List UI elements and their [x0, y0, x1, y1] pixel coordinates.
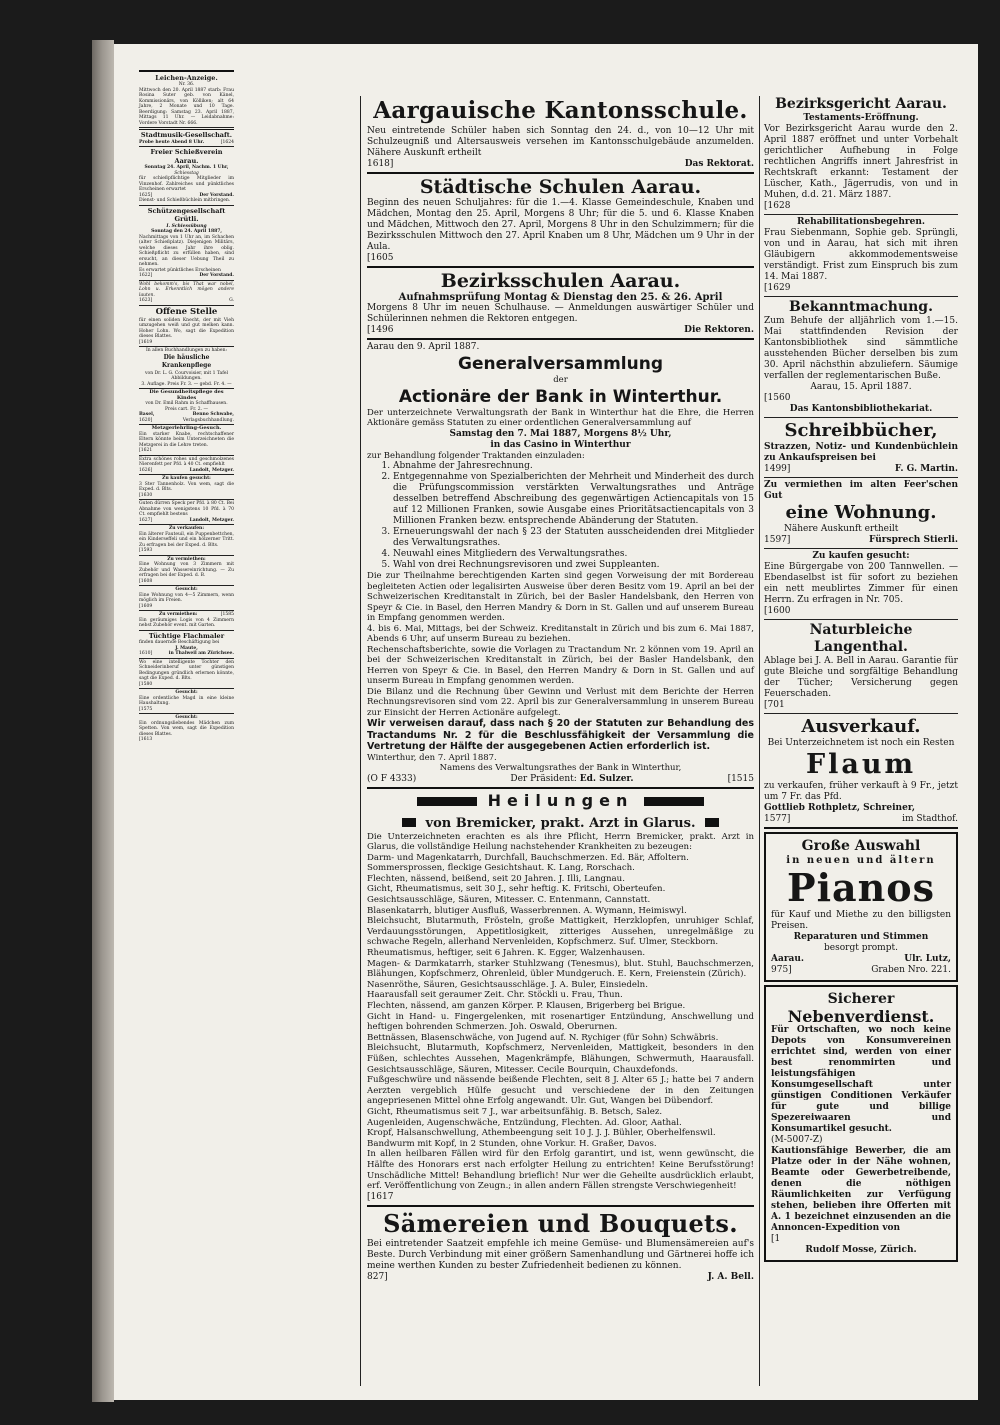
bekanntmachung-ref: [1560: [764, 393, 791, 403]
gesundheitspflege-place: Basel,: [139, 412, 155, 417]
schiessverein-ad: [139, 148, 234, 206]
pianos-address: Graben Nro. 221.: [871, 965, 951, 975]
schreibbuecher-ref: 1499]: [764, 464, 791, 474]
kantonsschule-ad: [367, 96, 754, 174]
verkaufen-ad: [139, 526, 234, 556]
bank-paragraph-collection: 4. bis 6. Mai, Mittags, bei der Schweiz. Kreditanstalt in Zürich und bis zum 6. Mai 1887, Abends 6 Uhr, auf unserm Bureau zu beziehen.: [367, 623, 754, 644]
pianos-ref: 975]: [771, 965, 792, 975]
death-notice: [139, 70, 234, 128]
column-rule-right: [759, 96, 760, 1386]
pianos-line-2: in neuen und ältern: [786, 855, 936, 866]
buergergabe-title: Zu kaufen gesucht:: [812, 551, 910, 561]
staedtische-schulen-ad: [367, 176, 754, 268]
bank-paragraph-reports: Rechenschaftsberichte, sowie die Vorlagen zu Tractandum Nr. 2 können vom 19. April an bei der Schweizerischen Kreditanstalt in Zürich, bei der Basler Handelsbank, den Herren von Speyr & Cie. in Basel, den Herren Mandry & Dorn in St. Gallen und auf unserm Bureau in Empfang genommen werden.: [367, 644, 754, 686]
gesundheitspflege-title: Die Gesundheitspflege des Kindes: [149, 389, 224, 401]
tannenholz-title: Zu kaufen gesucht:: [162, 476, 211, 481]
wohl-ref: 1623]: [139, 298, 153, 303]
verkaufen-title: Zu verkaufen:: [168, 526, 204, 531]
pianos-line-1: Große Auswahl: [801, 838, 921, 854]
staedtische-schulen-body: Beginn des neuen Schuljahres: für die 1.—4. Klasse Gemeindeschule, Knaben und Mädchen, Montag den 25. April, Morgens 8 Uhr; für die 5. und 6. Klasse Knaben und Mädchen, Mittwoch den 27. April, Morgens 8 Uhr in den Schulzimmern; für die Bezirksschulen Mittwoch den 27. April Knaben um 8 Uhr, Mädchen um 9 Uhr in der Aula.: [367, 198, 754, 252]
saemereien-body: Bei eintretender Saatzeit empfehle ich meine Gemüse- und Blumensämereien auf's Beste. Durch Verbindung mit einer größern Samenhandlung und Gärtnerei hoffe ich meine werthen Kunden zu bester Zufriedenheit bedienen zu können.: [367, 1238, 754, 1271]
decorative-black-bar: [705, 818, 719, 827]
stadtmusik-title: Stadtmusik-Gesellschaft.: [140, 131, 233, 139]
tannenholz-ref: [1630: [139, 492, 153, 498]
schiessverein-event: Schiesstag: [174, 170, 199, 176]
middle-column: [367, 96, 754, 1386]
pianos-place: Aarau.: [771, 954, 805, 964]
heilungen-entry: Kropf, Halsanschwellung, Athembeengung seit 10 J. J. J. Bühler, Oberhelfenswil.: [367, 1128, 716, 1139]
gesucht-wohnung-title: Gesucht:: [175, 587, 198, 592]
bekanntmachung-title: Bekanntmachung.: [789, 299, 933, 315]
gruetli-ad: [139, 207, 234, 281]
flachmaler-name: J. Maute,: [175, 645, 198, 651]
column-rule-left: [360, 96, 361, 1386]
ausverkauf-name: Gottlieb Rothpletz, Schreiner,: [764, 803, 916, 813]
speck-ad: [139, 501, 234, 525]
buergergabe-ad: [764, 551, 958, 620]
bezirksschulen-body: Morgens 8 Uhr im neuen Schulhause. — Anmeldungen auswärtiger Schüler und Schülerinnen nehmen die Rektoren entgegen.: [367, 303, 754, 324]
staedtische-schulen-ref: [1605: [367, 253, 394, 263]
krankenpflege-price: 3. Auflage. Preis Fr. 3. — gebd. Fr. 4. —: [141, 381, 232, 387]
nebenverdienst-ref: [1: [771, 1234, 781, 1244]
wohl-body: Wohl bekomm's, bis That war nobel, Lohn u. Erkenntlich mögen andere lauten.: [139, 281, 234, 298]
wohnung-ad: [764, 480, 958, 549]
flachmaler-body: finden dauernde Beschäftigung bei: [139, 640, 220, 645]
rehabilitation-body: Frau Siebenmann, Sophie geb. Sprüngli, von und in Aarau, hat sich mit ihren Gläubigern akkommodementsweise verständigt. Frist zum Einspruch bis zum 14. Mai 1887.: [764, 228, 958, 282]
heilungen-entry: Flechten, nässend, beißend, seit 20 Jahren. J. Illi, Langnau.: [367, 873, 625, 884]
bank-agenda-item: 1. Abnahme der Jahresrechnung.: [393, 461, 754, 472]
gesundheitspflege-publisher: Benno Schwabe,: [192, 412, 234, 417]
speck-body: Guten dürren Speck per Pfd. à 80 Ct. Bei Abnahme von wenigstens 10 Pfd. à 70 Ct. empfiehlt bestens: [139, 501, 234, 517]
book-binding-edge: [92, 40, 114, 1402]
vermiethen-ad-1: [139, 557, 234, 587]
nebenverdienst-code: (M-5007-Z): [771, 1135, 823, 1145]
heilungen-entry: In allen heilbaren Fällen wird für den Erfolg garantirt, und ist, wenn gewünscht, die Hälfte des Honorars erst nach erfolgter Heilung zu entrichten! Keine Berufsstörung! Unschädliche Mittel! Behandlung brieflich! Nur wer die Geheilte ausdrücklich erlaubt, erf. Veröffentlichung von Zeugn.; in allen andern Fällen strengste Verschwiegenheit!: [367, 1149, 754, 1192]
kantonsschule-signature: Das Rektorat.: [684, 159, 754, 169]
krankenpflege-title: Die häusliche Krankenpflege: [161, 353, 212, 369]
bezirksschulen-exam-date: Aufnahmsprüfung Montag & Dienstag den 25. & 26. April: [398, 292, 723, 303]
decorative-black-bar: [644, 797, 704, 806]
nebenverdienst-title-2: Nebenverdienst.: [787, 1007, 935, 1026]
gesundheitspflege-author: von Dr. Emil Rahm in Schaffhausen.: [145, 401, 228, 406]
gesundheitspflege-publisher-type: Verlagsbuchhandlung.: [182, 417, 234, 423]
gruetli-date: Sonntag den 24. April 1887,: [151, 229, 222, 234]
naturbleiche-title: Naturbleiche Langenthal.: [809, 622, 913, 655]
ausverkauf-ad: [764, 716, 958, 829]
krankenpflege-body: von Dr. L. G. Courvoisier, mit 1 Tafel Abbildungen.: [144, 370, 228, 381]
bank-winterthur-ad: [367, 342, 754, 789]
saemereien-signature: J. A. Bell.: [707, 1271, 754, 1282]
maedchen-title: Gesucht:: [175, 715, 198, 720]
heilungen-entry: Nasenröthe, Säuren, Gesichtsausschläge. J. A. Buler, Einsiedeln.: [367, 979, 648, 990]
bezirksschulen-title: Bezirksschulen Aarau.: [440, 270, 681, 292]
bank-paragraph-quorum: Wir verweisen darauf, dass nach § 20 der Statuten zur Behandlung des Tractandums Nr. 2 für die Beschlussfähigkeit der Versammlung die Vertretung der Hälfte der ausgegebenen Actien erforderlich ist.: [367, 718, 754, 752]
wohnung-title: eine Wohnung.: [785, 502, 937, 523]
newspaper-page: [114, 44, 978, 1400]
schneiderin-ref: [1580: [139, 681, 153, 687]
heilungen-entry: Sommersprossen, fleckige Gesichtshaut. K. Lang, Rorschach.: [367, 863, 635, 874]
heilungen-ad: [367, 791, 754, 1207]
heilungen-entry: Augenleiden, Augenschwäche, Entzündung, Flechten. Ad. Gloor, Aathal.: [367, 1117, 682, 1128]
bank-signature: Ed. Sulzer.: [579, 773, 634, 784]
ausverkauf-title: Ausverkauf.: [801, 716, 921, 737]
schiessverein-signature: Der Vorstand.: [199, 192, 234, 198]
metzger-body: Ein starker Knabe, rechtschaffener Eltern könnte beim Unterzeichneten die Metzgerei in die Lehre treten.: [139, 431, 234, 448]
bank-on-behalf: Namens des Verwaltungsrathes der Bank in Winterthur,: [439, 763, 682, 773]
buergergabe-body: Eine Bürgergabe von 200 Tannwellen. — Ebendaselbst ist für sofort zu beziehen ein nett meublirtes Zimmer für einen Herrn. Zu erfragen in Nr. 705.: [764, 562, 958, 605]
magd-body: Eine ordentliche Magd in eine kleine Haushaltung.: [139, 695, 234, 706]
heilungen-entry: Gesichtsausschläge, Säuren, Mitesser. C. Entenmann, Cannstatt.: [367, 895, 651, 906]
saemereien-ad: [367, 1209, 754, 1285]
heilungen-entry: Gicht in Hand- u. Fingergelenken, mit rosenartiger Entzündung, Anschwellung und heftigen bohrenden Schmerzen. Joh. Oswald, Oberurnen.: [367, 1011, 754, 1033]
bank-agenda-item: 4. Neuwahl eines Mitgliedern des Verwaltungsrathes.: [393, 549, 754, 560]
stadtmusik-ad: [139, 129, 234, 147]
verkaufen-ref: [1593: [139, 548, 153, 553]
heilungen-entries: [367, 853, 754, 1192]
kantonsschule-ref: 1618]: [367, 159, 394, 169]
pianos-name: Ulr. Lutz,: [904, 954, 951, 964]
bank-title-1: Generalversammlung: [457, 354, 663, 374]
ausverkauf-flaum: Flaum: [805, 749, 917, 780]
ausverkauf-body: Bei Unterzeichnetem ist noch ein Resten: [767, 738, 955, 748]
gesundheitspflege-price: Preis cart. Fr. 2. —: [165, 406, 208, 412]
heilungen-entry: Magen- & Darmkatarrh, starker Stuhlzwang (Tenesmus), blut. Stuhl, Bauchschmerzen, Blähungen, Kopfschmerz, Ohrenleid, übler Mundgeruch. E. Kern, Freienstein (Zürich).: [367, 958, 754, 980]
flachmaler-ad: [139, 632, 234, 659]
bank-agenda-intro: zur Behandlung folgender Traktanden einzuladen:: [367, 450, 585, 461]
ausverkauf-ref: 1577]: [764, 814, 791, 824]
bank-agenda-item: 2. Entgegennahme von Spezialberichten der Mehrheit und Minderheit des durch die Prüfungscommission verstärkten Verwaltungsrathes und Anträge desselben betreffend Abschreibung des gegenwärtigen Actiencapitals von 15 auf 12 Millionen Franken, sowie Ausgabe eines Prioritätsactiencapitals von 3 Millionen Franken bezw. entsprechende Abänderung der Statuten.: [393, 472, 754, 527]
metzger-ref: [1621: [139, 448, 153, 453]
offene-stelle-ref: [1619: [139, 339, 153, 345]
vermiethen-2-body: Ein geräumiges Logis von 4 Zimmern nebst Zubehör event. mit Garten.: [139, 617, 234, 628]
vermiethen-ad-2: [139, 612, 234, 631]
flachmaler-ref: 1610]: [139, 651, 153, 656]
heilungen-entry: Bleichsucht, Blutarmuth, Frösteln, große Mattigkeit, Herzklopfen, unruhiger Schlaf, Verdauungsstörungen, Appetitlosigkeit, zitteriges Aussehen, unregelmäßige zu schwache Regeln, allerhand Nervenleiden, Kopfschmerz. Suf. Ulmer, Steckborn.: [367, 916, 754, 948]
offene-stelle-body: für einen soliden Knecht, der mit Vieh umzugehen weiß und gut melken kann. Hoher Lohn. Wo, sagt die Expedition dieses Blattes.: [139, 317, 234, 339]
speck-signature: Landolt, Metzger.: [189, 517, 234, 523]
gesucht-wohnung-body: Eine Wohnung von 4—5 Zimmern, wenn möglich im Freien.: [139, 592, 234, 603]
vermiethen-2-ref: [1585: [220, 612, 234, 617]
vermiethen-2-title: Zu vermiethen:: [159, 612, 198, 617]
wohnung-ref: 1597]: [764, 535, 791, 545]
bezirksgericht-subtitle: Testaments-Eröffnung.: [803, 113, 919, 123]
flachmaler-title: Tüchtige Flachmaler: [148, 631, 225, 640]
death-notice-body: Mittwoch den 20. April 1887 starb: Frau Rosina Suter geb. von Känel, Kommissionärs, von Kölliken; alt 64 Jahre, 2 Monate und 10 Tage. Beerdigung: Samstag 23. April 1887, Mittags 11 Uhr. — Leidabnahme: Vordere Vorstadt Nr. 666.: [139, 87, 234, 126]
decorative-black-bar: [402, 818, 416, 827]
offene-stelle-ad: [139, 307, 234, 348]
rehabilitation-ref: [1629: [764, 283, 791, 293]
bezirksgericht-body: Vor Bezirksgericht Aarau wurde den 2. April 1887 eröffnet und unter Vorbehalt gerichtlicher Aufhebung in Folge rechtlichen Angriffs innert Jahresfrist in Rechtskraft erkannt: Testament der Lüscher, Kath., Jägerrudis, von und in Muhen, d.d. 21. März 1887.: [764, 124, 958, 200]
bezirksgericht-ref: [1628: [764, 201, 791, 211]
schiessverein-ref: 1625]: [139, 192, 153, 198]
heilungen-ref: [1617: [367, 1191, 394, 1202]
bank-title-2: Actionäre der Bank in Winterthur.: [398, 386, 723, 407]
gruetli-signature: Der Vorstand.: [199, 273, 234, 278]
stadtmusik-line: Probe heute Abend 8 Uhr.: [139, 139, 205, 145]
vermiethen-1-title: Zu vermiethen:: [167, 556, 206, 562]
tannenholz-body: 3 Ster Tannenholz. Von wem, sagt die Exped. d. Blts.: [139, 481, 234, 492]
heilungen-intro: Die Unterzeichneten erachten es als ihre Pflicht, Herrn Bremicker, prakt. Arzt in Glarus, die vollständige Heilung nachstehender Krankheiten zu bezeugen:: [367, 831, 754, 853]
nierenfett-signature: Landolt, Metzger.: [189, 467, 234, 473]
magd-ad: [139, 690, 234, 714]
saemereien-ref: 827]: [367, 1271, 388, 1282]
bank-paragraph-balance: Die Bilanz und die Rechnung über Gewinn und Verlust mit dem Berichte der Herren Rechnungsrevisoren sind vom 22. April bis zur Generalversammlung in unserem Bureau zur Einsicht der Herren Actionäre aufgelegt.: [367, 686, 754, 718]
heilungen-subtitle: von Bremicker, prakt. Arzt in Glarus.: [425, 815, 696, 831]
wohl-signature: G.: [229, 298, 234, 303]
bank-meeting-date: Samstag den 7. Mai 1887, Morgens 8½ Uhr,: [449, 428, 672, 439]
heilungen-entry: Flechten, nässend, am ganzen Körper. P. Klausen, Brigerberg bei Brigue.: [367, 1001, 686, 1011]
nebenverdienst-title-1: Sicherer: [827, 991, 895, 1007]
vermiethen-1-body: Eine Wohnung von 3 Zimmern mit Zubehör und Wassereinrichtung. — Zu erfragen bei der Exped. d. B.: [139, 562, 234, 578]
heilungen-entry: Gicht, Rheumatismus, seit 30 J., sehr heftig. K. Fritschi, Oberteufen.: [367, 884, 666, 895]
bank-ref: [1515: [727, 773, 754, 784]
verkaufen-body: Ein älterer Fauteuil, ein Puppenbettchen, ein Kinderseffeli und ein hölzerner Tritt. Zu erfragen bei der Exped. d. Blts.: [139, 531, 234, 548]
bank-president-label: Der Präsident:: [510, 773, 577, 784]
nebenverdienst-signature: Rudolf Mosse, Zürich.: [805, 1245, 917, 1255]
heilungen-entry: Bandwurm mit Kopf, in 2 Stunden, ohne Vorkur. H. Graßer, Davos.: [367, 1138, 657, 1149]
heilungen-entry: Haarausfall seit geraumer Zeit. Chr. Stöckli u. Frau, Thun.: [367, 990, 623, 1001]
heilungen-entry: Bettnässen, Blasenschwäche, von Jugend auf. N. Rychiger (für Sohn) Schwäbris.: [367, 1032, 719, 1043]
bezirksschulen-ad: [367, 270, 754, 340]
kantonsschule-title: Aargauische Kantonsschule.: [373, 97, 748, 124]
maedchen-ref: [1613: [139, 737, 153, 742]
maedchen-body: Ein ordnungsliebendes Mädchen zum Spetten. Von wem, sagt die Expedition dieses Blattes.: [139, 720, 234, 737]
pianos-service: Reparaturen und Stimmen: [793, 932, 929, 942]
schreibbuecher-title: Schreibbücher,: [784, 420, 938, 441]
kantonsschule-body: Neu eintretende Schüler haben sich Sonntag den 24. d., von 10—12 Uhr mit Schulzeugniß und Altersausweis versehen im Kantonsschulgebäude anzumelden. Nähere Auskunft ertheilt: [367, 126, 754, 158]
schiessverein-note: Dienst- und Schießbüchlein mitbringen.: [139, 198, 231, 203]
death-notice-title: Leichen-Anzeige.: [155, 73, 218, 82]
offene-stelle-title: Offene Stelle: [155, 306, 218, 317]
staedtische-schulen-title: Städtische Schulen Aarau.: [419, 176, 702, 198]
schreibbuecher-signature: F. G. Martin.: [894, 464, 958, 474]
schiessverein-body: für schießpflichtige Mitglieder im Vinzenhof. Zahlreiches und pünktliches Erscheinen erwartet: [139, 176, 234, 192]
gruetli-subtitle: I. Schiessübung: [166, 223, 207, 229]
bank-agenda-item: 3. Erneuerungswahl der nach § 23 der Statuten ausscheidenden drei Mitglieder des Verwaltungsrathes.: [393, 527, 754, 549]
left-column: [139, 70, 234, 742]
pianos-title: Pianos: [787, 865, 935, 910]
gesucht-wohnung-ad: [139, 587, 234, 611]
magd-ref: [1575: [139, 706, 153, 712]
heilungen-entry: Bleichsucht, Blutarmuth, Kopfschmerz, Nervenleiden, Mattigkeit, besonders in den Füßen, schlechtes Aussehen, Magenkrämpfe, Blähungen, Schwermuth, Haarausfall. Gesichtsausschläge, Säuren, Mitesser. Cecile Bourquin, Chauxdefonds.: [367, 1043, 754, 1075]
bekanntmachung-signature: Das Kantonsbibliothekariat.: [789, 404, 933, 414]
rehabilitation-ad: [764, 217, 958, 297]
gruetli-body: Nachmittags von 1 Uhr an, im Schachen (alter Schießplatz). Diejenigen Militärs, welche dieses Jahr ihre oblig. Schießpflicht zu erfüllen haben, sind ersucht, an dieser Uebung Theil zu nehmen.: [139, 234, 234, 267]
bank-place-date: Winterthur, den 7. April 1887.: [367, 752, 497, 763]
heilungen-entry: Fußgeschwüre und nässende beißende Flechten, seit 8 J. Alter 65 J.; hatte bei 7 andern Aerzten vergeblich Hülfe gesucht und verschiedene der in den Zeitungen angepriesenen Mittel ohne Erfolg angewandt. Ulr. Gut, Wangen bei Dübendorf.: [367, 1075, 754, 1107]
schreibbuecher-ad: [764, 420, 958, 478]
schneiderin-body: Wo eine intelligente Tochter den Schneiderinberuf unter günstigen Bedingungen gründlich erlernen könnte, sagt die Exped. d. Blts.: [139, 659, 234, 681]
bank-intro: Der unterzeichnete Verwaltungsrath der Bank in Winterthur hat die Ehre, die Herren Aktionäre gemäss Statuten zu einer ordentlichen Generalversammlung auf: [367, 407, 754, 428]
saemereien-title: Sämereien und Bouquets.: [383, 1208, 738, 1238]
bank-meeting-place: in das Casino in Winterthur: [490, 439, 631, 450]
bekanntmachung-ad: [764, 299, 958, 418]
heilungen-entry: Blasenkatarrh, blutiger Ausfluß, Wasserbrennen. A. Wymann, Heimiswyl.: [367, 905, 687, 916]
bezirksgericht-ad: [764, 96, 958, 215]
gruetli-closing: Es erwartet pünktliches Erscheinen: [139, 267, 221, 273]
nierenfett-ref: 1626]: [139, 467, 153, 473]
ausverkauf-price: zu verkaufen, früher verkauft à 9 Fr., jetzt um 7 Fr. das Pfd.: [764, 781, 958, 802]
gesucht-wohnung-ref: [1609: [139, 603, 153, 609]
bank-paragraph-cards: Die zur Theilnahme berechtigenden Karten sind gegen Vorweisung der mit Bordereau begleiteten Actien oder legalisirten Ausweise über deren Besitz vom 19. April an bei der Schweizerischen Kreditanstalt in Zürich, bei der Basler Handelsbank, den Herren von Speyr & Cie. in Basel, den Herren Mandry & Dorn in St. Gallen und auf unserem Bureau in Empfang genommen werden.: [367, 571, 754, 623]
gruetli-ref: 1622]: [139, 273, 153, 278]
schiessverein-title: Freier Schießverein Aarau.: [150, 148, 223, 165]
death-notice-number: Nr. 36.: [178, 82, 195, 87]
magd-title: Gesucht:: [175, 690, 198, 695]
heilungen-entry: Darm- und Magenkatarrh, Durchfall, Bauchschmerzen. Ed. Bär, Affoltern.: [367, 852, 689, 863]
bank-code: (O F 4333): [367, 773, 417, 784]
speck-ref: 1627]: [139, 517, 153, 523]
schreibbuecher-body: Strazzen, Notiz- und Kundenbüchlein zu Ankaufspreisen bei: [764, 442, 958, 463]
bank-date: Aarau den 9. April 1887.: [367, 342, 480, 352]
nebenverdienst-ad: [764, 985, 958, 1262]
bank-title-der: der: [553, 375, 568, 385]
bezirksschulen-ref: [1496: [367, 325, 394, 335]
naturbleiche-body: Ablage bei J. A. Bell in Aarau. Garantie für gute Bleiche und sorgfältige Behandlung der Tücher; Versicherung gegen Feuerschaden.: [764, 656, 958, 699]
schneiderin-ad: [139, 660, 234, 690]
nebenverdienst-body-2: Kautionsfähige Bewerber, die am Platze oder in der Nähe wohnen, Beamte oder Gewerbetreibende, denen die nöthigen Räumlichkeiten zur Verfügung stehen, belieben ihre Offerten mit A. 1 bezeichnet einzusenden an die Annoncen-Expedition von: [771, 1146, 951, 1233]
bank-agenda-item: 5. Wahl von drei Rechnungsrevisoren und zwei Suppleanten.: [393, 560, 754, 571]
nierenfett-body: Extra schönes rohes und geschmolzenes Nierenfett per Pfd. à 40 Ct. empfiehlt: [139, 456, 234, 467]
bekanntmachung-body: Zum Behufe der alljährlich vom 1.—15. Mai stattfindenden Revision der Kantonsbibliothek sind sämmtliche ausstehenden Bücher derselben bis zum 30. April nächsthin abzuliefern. Säumige verfallen der reglementarischen Buße.: [764, 316, 958, 381]
wohnung-intro: Zu vermiethen im alten Feer'schen Gut: [764, 480, 958, 501]
krankenpflege-ad: [139, 348, 234, 389]
bank-agenda-list: [367, 461, 754, 571]
maedchen-ad: [139, 715, 234, 744]
rehabilitation-title: Rehabilitationsbegehren.: [796, 217, 926, 227]
vermiethen-1-ref: [1608: [139, 578, 153, 584]
pianos-ad: [764, 832, 958, 982]
naturbleiche-ref: [701: [764, 700, 785, 710]
bezirksschulen-signature: Die Rektoren.: [684, 325, 754, 335]
decorative-black-bar: [417, 797, 477, 806]
buergergabe-ref: [1600: [764, 606, 791, 616]
schiessverein-date: Sonntag 24. April, Nachm. 1 Uhr,: [144, 165, 229, 170]
heilungen-entry: Gicht, Rheumatismus seit 7 J., war arbeitsunfähig. B. Betsch, Salez.: [367, 1106, 663, 1117]
stadtmusik-ref: [1624: [220, 139, 234, 145]
gesundheitspflege-ad: [139, 390, 234, 425]
metzger-ad: [139, 426, 234, 456]
pianos-service-2: besorgt prompt.: [824, 943, 898, 953]
heilungen-title: Heilungen: [487, 790, 634, 810]
pianos-body: für Kauf und Miethe zu den billigsten Preisen.: [771, 910, 951, 931]
gesundheitspflege-ref: 1620]: [139, 417, 153, 423]
flachmaler-place: in Thalweil am Zürichsee.: [168, 651, 234, 656]
bezirksgericht-title: Bezirksgericht Aarau.: [775, 96, 947, 112]
right-column: [764, 96, 958, 1386]
ausverkauf-place: im Stadthof.: [902, 814, 958, 824]
nierenfett-ad: [139, 457, 234, 476]
heilungen-entry: Rheumatismus, heftiger, seit 6 Jahren. K. Egger, Walzenhausen.: [367, 948, 646, 959]
naturbleiche-ad: [764, 622, 958, 714]
wohnung-body: Nähere Auskunft ertheilt: [784, 524, 899, 534]
gruetli-title: Schützengesellschaft Grütli.: [147, 206, 226, 223]
bekanntmachung-place: Aarau, 15. April 1887.: [810, 382, 912, 392]
metzger-title: Metzgerlehrling-Gesuch.: [151, 425, 222, 431]
tannenholz-ad: [139, 476, 234, 500]
krankenpflege-intro: In allen Buchhandlungen zu haben:: [146, 348, 227, 353]
nebenverdienst-body: Für Ortschaften, wo noch keine Depots von Konsumvereinen errichtet sind, werden von einer best renommirten und leistungsfähigen Konsumgesellschaft unter günstigen Conditionen Verkäufer für gute und billige Spezereiwaaren und Konsumartikel gesucht.: [771, 1025, 951, 1134]
wohnung-signature: Fürsprech Stierli.: [868, 535, 958, 545]
wohl-notice: [139, 282, 234, 306]
